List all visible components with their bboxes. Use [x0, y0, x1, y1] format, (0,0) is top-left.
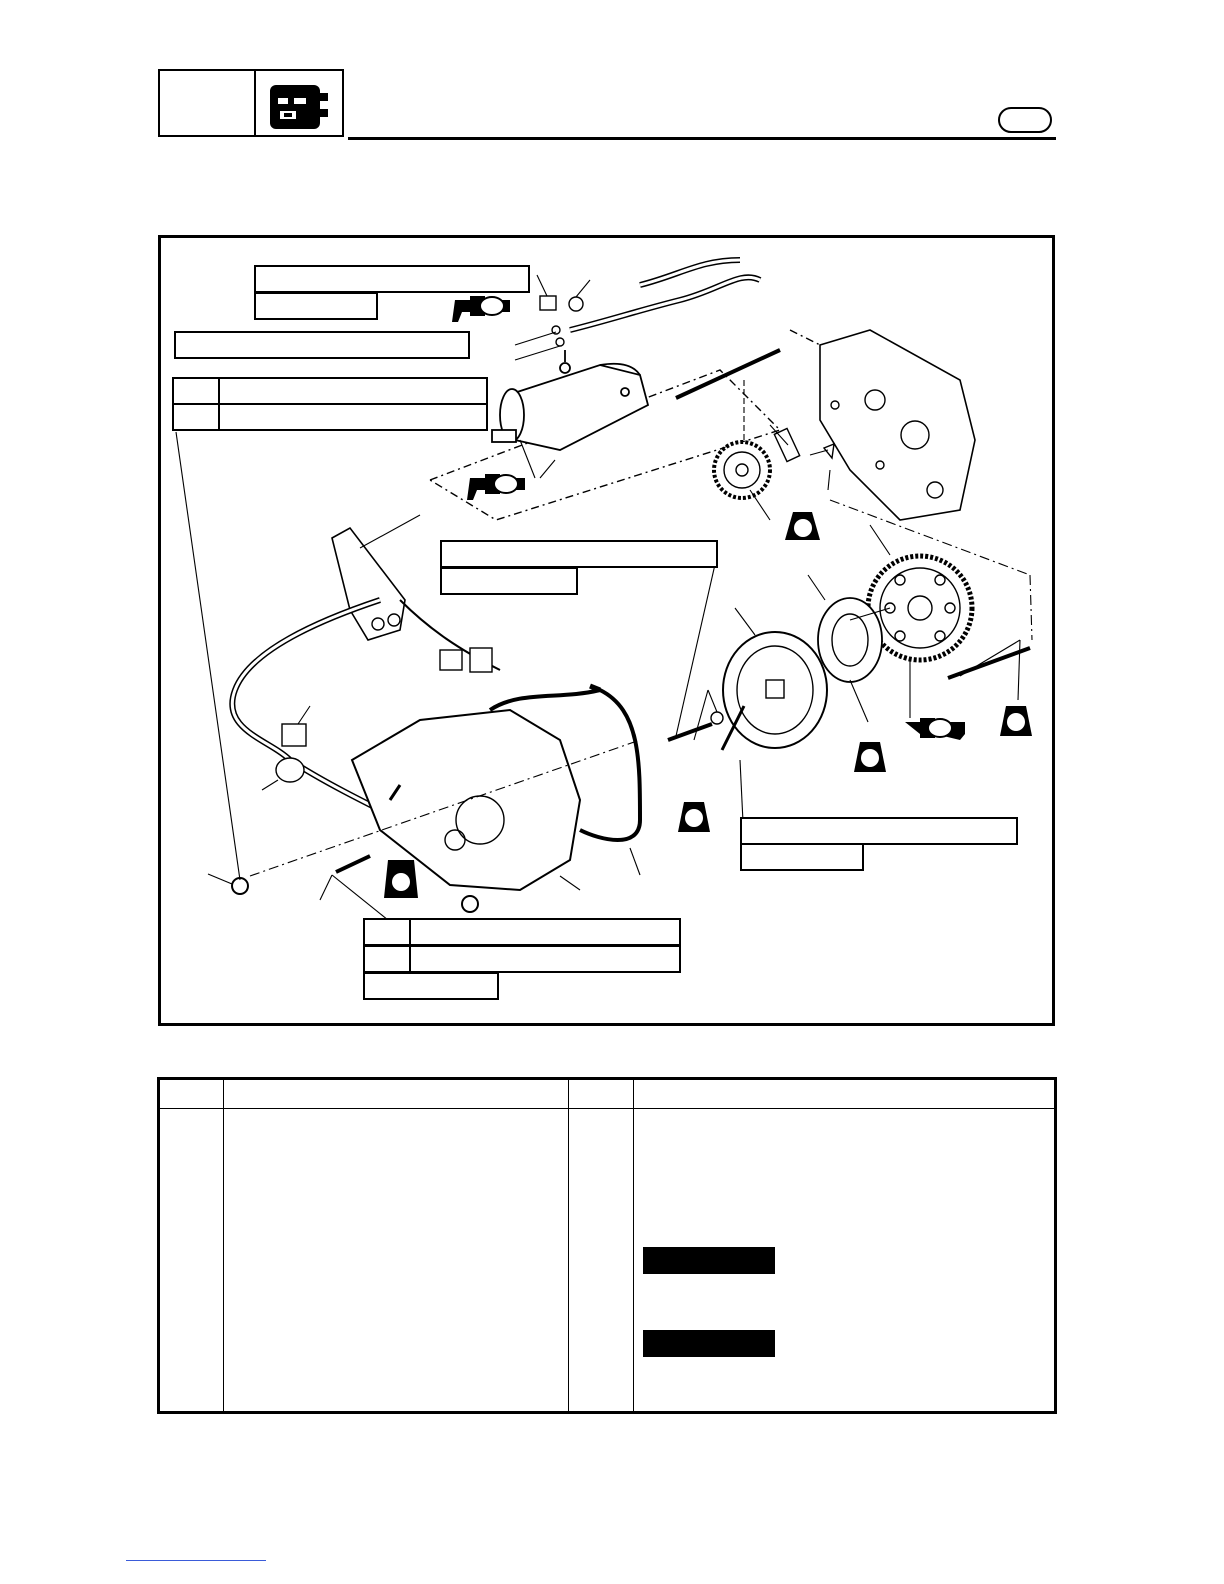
flywheel-washer [711, 712, 723, 724]
starter-ring-gear [868, 556, 972, 660]
coupler-a [440, 650, 462, 670]
starter-motor [492, 350, 648, 450]
cell-part [224, 1109, 569, 1413]
cover-bolt-a [232, 878, 248, 894]
starter-clutch [818, 598, 882, 682]
torque-box-bolt-spec-a [218, 377, 488, 405]
cell-no [159, 1109, 224, 1413]
starter-terminal-nut [540, 296, 556, 310]
thread-locker-icon [384, 860, 418, 898]
cover-bolt-c [462, 896, 478, 912]
flywheel-rotor [723, 632, 827, 748]
grease-applicator-icon-starter [467, 474, 525, 500]
grease-applicator-icon-top [452, 296, 510, 322]
header-qty [569, 1079, 634, 1109]
torque-box-flywheel-value [440, 567, 578, 595]
torque-box-starter-nut [254, 265, 530, 293]
note-label-b [643, 1330, 775, 1357]
parts-table [157, 1077, 1057, 1414]
language-badge [998, 107, 1052, 133]
parts-table-header-row [159, 1079, 1056, 1109]
header-part [224, 1079, 569, 1109]
torque-box-flywheel [440, 540, 718, 568]
flywheel-bolt [668, 724, 712, 740]
starter-terminal-washer [569, 297, 583, 311]
starter-idle-gear [714, 442, 770, 498]
torque-box-cover-tag-b [363, 945, 411, 973]
header-no [159, 1079, 224, 1109]
torque-box-clutch [740, 817, 1018, 845]
torque-box-cover-value [363, 972, 499, 1000]
coupler-d [276, 758, 304, 782]
engine-block-icon [256, 71, 342, 135]
cover-bolt-b [336, 856, 370, 872]
starter-long-bolt [676, 350, 780, 398]
coupler-c [282, 724, 306, 746]
stud-bolt [948, 648, 1030, 678]
note-label-a [643, 1247, 775, 1274]
stator-bracket [332, 528, 405, 640]
torque-box-clutch-value [740, 843, 864, 871]
torque-box-starter-nut-value [254, 292, 378, 320]
torque-box-bolt-tag-a [172, 377, 220, 405]
chapter-icon-box [254, 69, 344, 137]
torque-box-bolt-tag-b [172, 403, 220, 431]
cell-qty [569, 1109, 634, 1413]
torque-box-cover-spec-b [409, 945, 681, 973]
torque-box-starter-lead [174, 331, 470, 359]
chapter-number-box [158, 69, 256, 137]
table-row [159, 1109, 1056, 1413]
header-rule [348, 137, 1056, 140]
footer-link[interactable] [126, 1560, 266, 1561]
grease-applicator-icon-clutch [905, 718, 965, 740]
coupler-b [470, 648, 492, 672]
torque-box-cover-tag-a [363, 918, 411, 946]
torque-box-cover-spec-a [409, 918, 681, 946]
header-remarks [634, 1079, 1056, 1109]
crankcase-cover-plate [820, 330, 975, 520]
torque-box-bolt-spec-b [218, 403, 488, 431]
